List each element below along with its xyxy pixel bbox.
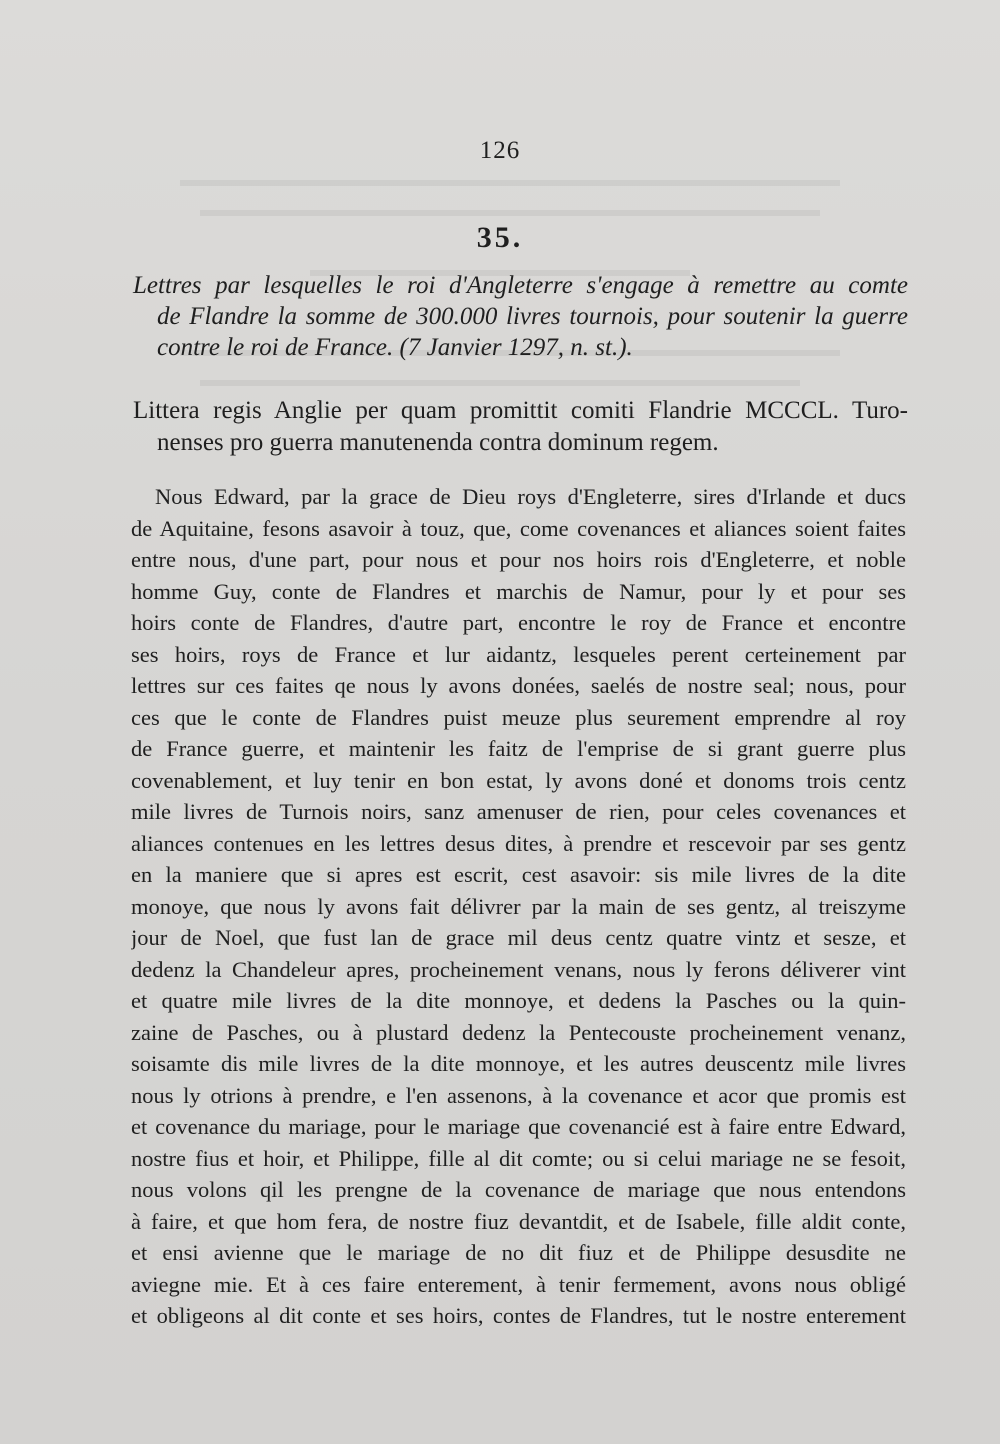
body-line: de France guerre, et maintenir les faitz de l'emprise de si grant guerre plus xyxy=(131,736,906,761)
body-line: et obligeons al dit conte et ses hoirs, contes de Flandres, tut le nostre enterement xyxy=(131,1303,906,1328)
page-number: 126 xyxy=(479,137,521,164)
body-line: jour de Noel, que fust lan de grace mil deus centz quatre vintz et sesze, et xyxy=(131,925,906,950)
body-line: aviegne mie. Et à ces faire enterement, à tenir fermement, avons nous obligé xyxy=(131,1271,906,1297)
summary-la-line: nenses pro guerra manutenenda contra dominum regem. xyxy=(157,429,719,456)
summary-fr-line: contre le roi de France. (7 Janvier 1297, n. st.). xyxy=(157,334,633,361)
summary-french xyxy=(133,270,908,363)
summary-latin xyxy=(133,395,908,459)
body-line: entre nous, d'une part, pour nous et pour nos hoirs rois d'Engleterre, et noble xyxy=(131,547,906,572)
body-line: à faire, et que hom fera, de nostre fiuz devantdit, et de Isabele, fille aldit conte, xyxy=(131,1208,906,1234)
document-number: 35. xyxy=(476,221,524,254)
body-line: aliances contenues en les lettres desus dites, à prendre et rescevoir par ses gentz xyxy=(131,830,906,856)
body-line: mile livres de Turnois noirs, sanz amenuser de rien, pour celes covenances et xyxy=(131,799,906,824)
body-line: soisamte dis mile livres de la dite monnoye, et les autres deuscentz mile livres xyxy=(131,1051,906,1076)
body-line: covenablement, et luy tenir en bon estat, ly avons doné et donoms trois centz xyxy=(131,767,906,793)
body-line: dedenz la Chandeleur apres, procheinement venans, nous ly ferons déliverer vint xyxy=(131,956,906,982)
summary-fr-line: de Flandre la somme de 300.000 livres tournois, pour soutenir la guerre xyxy=(157,303,908,330)
body-line: monoye, que nous ly avons fait délivrer par la main de ses gentz, al treiszyme xyxy=(131,893,906,919)
body-line: et ensi avienne que le mariage de no dit fiuz et de Philippe desusdite ne xyxy=(131,1240,906,1265)
body-line: ces que le conte de Flandres puist meuze plus seurement emprendre al roy xyxy=(131,704,906,730)
body-line: et covenance du mariage, pour le mariage que covenancié est à faire entre Edward, xyxy=(131,1114,906,1139)
body-line: hoirs conte de Flandres, d'autre part, encontre le roy de France et encontre xyxy=(131,610,906,635)
body-line: et quatre mile livres de la dite monnoye, et dedens la Pasches ou la quin- xyxy=(131,988,906,1013)
body-line: nous volons qil les prengne de la covenance de mariage que nous entendons xyxy=(131,1177,906,1202)
body-line: lettres sur ces faites qe nous ly avons donées, saelés de nostre seal; nous, pour xyxy=(131,673,906,698)
summary-fr-line: Lettres par lesquelles le roi d'Angleterre s'engage à remettre au comte xyxy=(133,272,908,299)
body-line: homme Guy, conte de Flandres et marchis de Namur, pour ly et pour ses xyxy=(131,578,906,604)
body-line: en la maniere que si apres est escrit, cest asavoir: sis mile livres de la dite xyxy=(131,862,906,887)
body-line: zaine de Pasches, ou à plustard dedenz la Pentecouste procheinement venanz, xyxy=(131,1019,906,1045)
body-line: nous ly otrions à prendre, e l'en assenons, à la covenance et acor que promis est xyxy=(131,1082,906,1108)
body-text xyxy=(131,481,906,1332)
body-line: Nous Edward, par la grace de Dieu roys d'Engleterre, sires d'Irlande et ducs xyxy=(155,484,906,509)
body-line: de Aquitaine, fesons asavoir à touz, que, come covenances et aliances soient faites xyxy=(131,515,906,541)
body-line: ses hoirs, roys de France et lur aidantz, lesqueles perent certeinement par xyxy=(131,641,906,667)
summary-la-line: Littera regis Anglie per quam promittit comiti Flandrie MCCCL. Turo- xyxy=(133,397,908,424)
body-line: nostre fius et hoir, et Philippe, fille al dit comte; ou si celui mariage ne se fesoit, xyxy=(131,1145,906,1171)
